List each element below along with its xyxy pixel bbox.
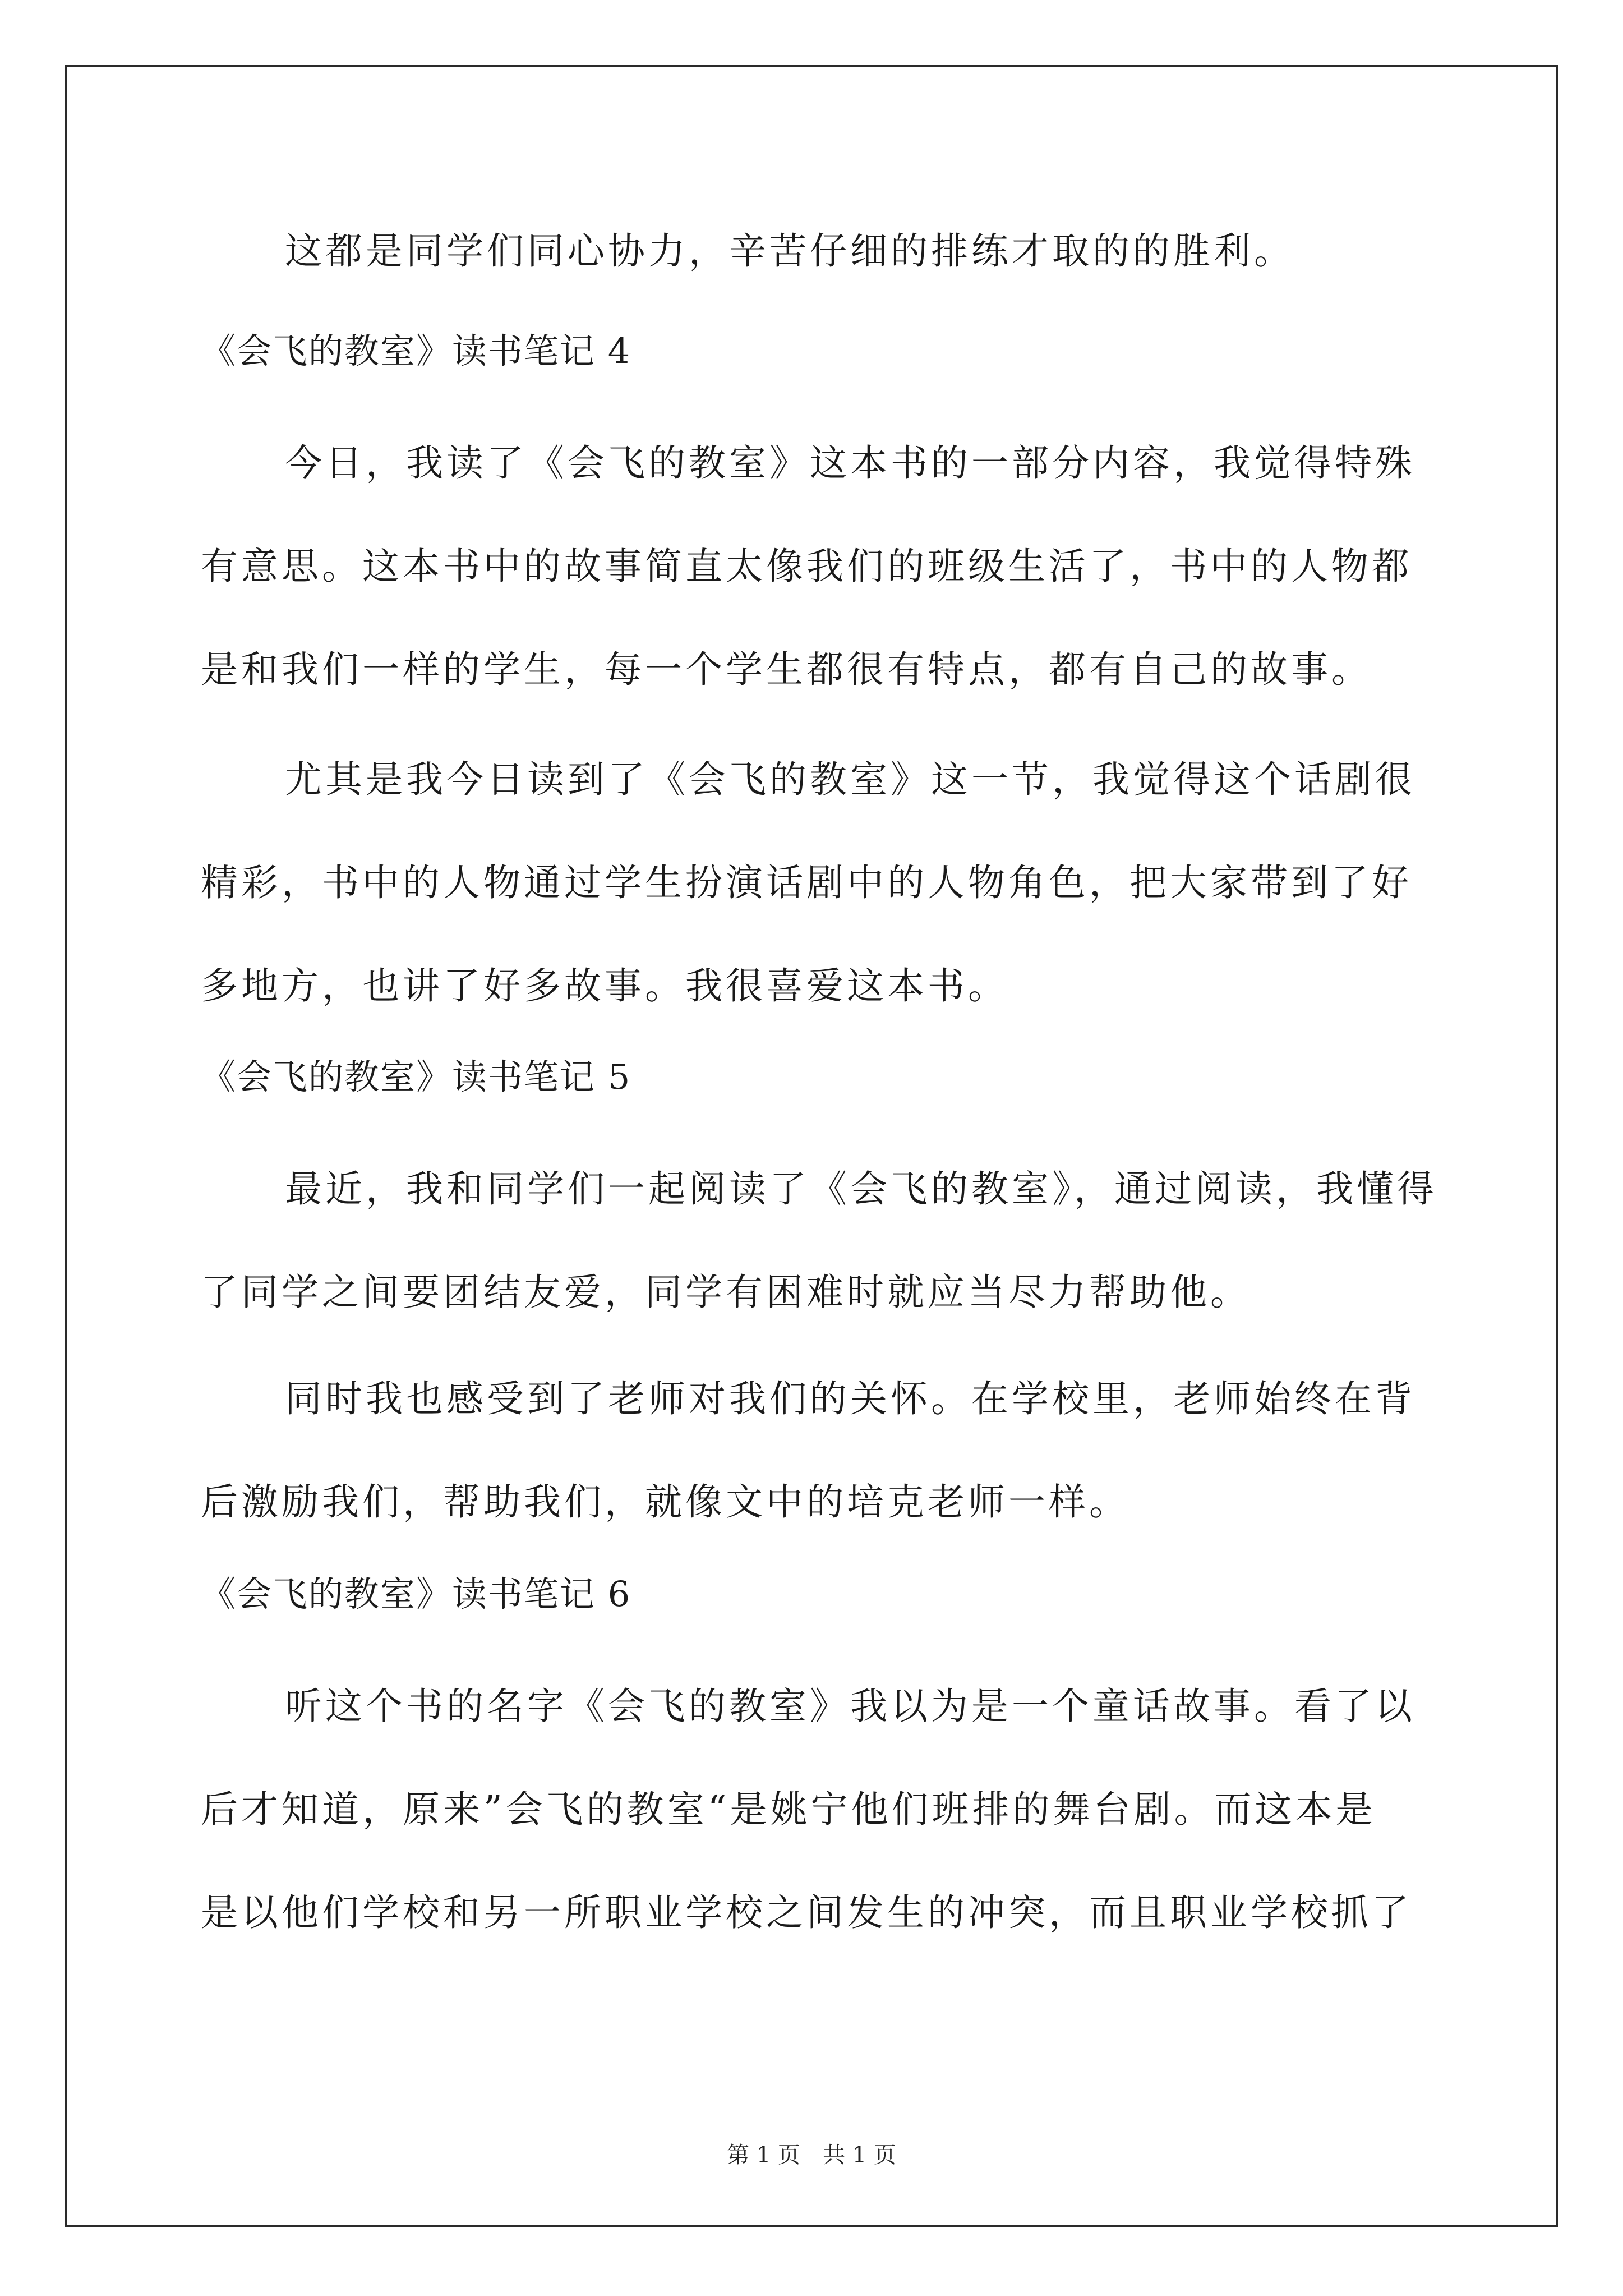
paragraph-line: 这都是同学们同心协力，辛苦仔细的排练才取的的胜利。 (285, 229, 1294, 273)
paragraph-line: 后激励我们，帮助我们，就像文中的培克老师一样。 (201, 1480, 1129, 1524)
paragraph-line: 精彩，书中的人物通过学生扮演话剧中的人物角色，把大家带到了好 (201, 861, 1412, 904)
page-number-footer: 第 1 页 共 1 页 (727, 2142, 896, 2168)
section-heading-4: 《会飞的教室》读书笔记 4 (201, 330, 631, 371)
paragraph-line: 尤其是我今日读到了《会飞的教室》这一节，我觉得这个话剧很 (285, 758, 1415, 801)
paragraph-line: 有意思。这本书中的故事简直太像我们的班级生活了，书中的人物都 (201, 545, 1412, 588)
paragraph-line: 今日，我读了《会飞的教室》这本书的一部分内容，我觉得特殊 (285, 441, 1415, 485)
paragraph-line: 了同学之间要团结友爱，同学有困难时就应当尽力帮助他。 (201, 1271, 1251, 1314)
section-heading-6: 《会飞的教室》读书笔记 6 (201, 1573, 631, 1614)
paragraph-line: 最近，我和同学们一起阅读了《会飞的教室》，通过阅读，我懂得 (285, 1167, 1437, 1211)
paragraph-line: 后才知道，原来”会飞的教室“是姚宁他们班排的舞台剧。而这本是 (201, 1788, 1376, 1831)
paragraph-line: 是和我们一样的学生，每一个学生都很有特点，都有自己的故事。 (201, 648, 1372, 691)
paragraph-line: 同时我也感受到了老师对我们的关怀。在学校里，老师始终在背 (285, 1377, 1415, 1420)
section-heading-5: 《会飞的教室》读书笔记 5 (201, 1056, 631, 1097)
paragraph-line: 是以他们学校和另一所职业学校之间发生的冲突，而且职业学校抓了 (201, 1891, 1412, 1934)
paragraph-line: 听这个书的名字《会飞的教室》我以为是一个童话故事。看了以 (285, 1685, 1415, 1728)
paragraph-line: 多地方，也讲了好多故事。我很喜爱这本书。 (201, 964, 1008, 1007)
